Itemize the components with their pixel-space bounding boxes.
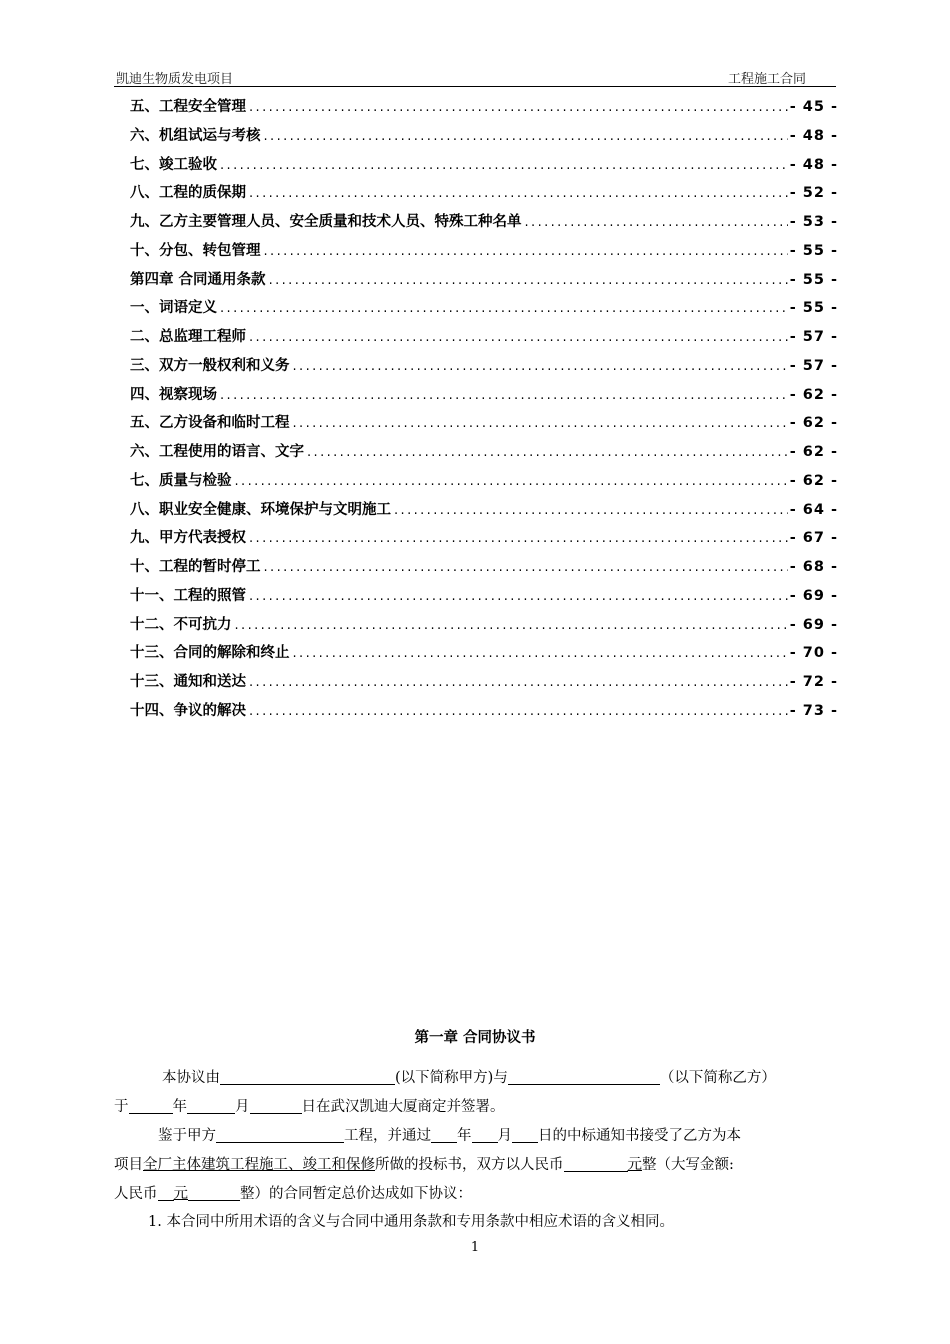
page-header <box>114 64 836 87</box>
toc-leader-dots <box>293 353 788 381</box>
toc-entry[interactable] <box>130 524 838 553</box>
toc-entry-title: 七、质量与检验 <box>130 472 232 489</box>
toc-entry[interactable] <box>130 639 838 668</box>
toc-leader-dots <box>269 267 788 295</box>
year-blank <box>129 1097 173 1114</box>
day-blank <box>250 1097 302 1114</box>
toc-leader-dots <box>220 295 788 323</box>
toc-entry-title: 十二、不可抗力 <box>130 616 232 633</box>
toc-entry[interactable] <box>130 294 838 323</box>
toc-entry-page: - 48 - <box>789 127 838 144</box>
text-fragment: 整（大写金额: <box>642 1157 734 1173</box>
text-fragment: 本协议由 <box>162 1070 220 1086</box>
toc-entry[interactable] <box>130 467 838 496</box>
toc-entry[interactable] <box>130 697 838 726</box>
toc-entry-title: 八、职业安全健康、环境保护与文明施工 <box>130 501 391 518</box>
toc-entry-page: - 57 - <box>789 329 838 345</box>
text-fragment: （以下简称乙方） <box>659 1070 776 1086</box>
party-b-blank <box>508 1068 660 1085</box>
paragraph-amount <box>114 1183 836 1205</box>
award-month-blank <box>472 1126 498 1143</box>
text-fragment: 所做的投标书，双方以人民币 <box>375 1157 564 1173</box>
toc-leader-dots <box>307 439 788 467</box>
toc-entry[interactable] <box>130 438 838 467</box>
toc-entry-title: 九、甲方代表授权 <box>130 530 246 547</box>
toc-entry-title: 四、视察现场 <box>130 386 217 403</box>
toc-entry-title: 九、乙方主要管理人员、安全质量和技术人员、特殊工种名单 <box>130 214 522 230</box>
toc-entry-title: 二、总监理工程师 <box>130 329 246 345</box>
text-fragment: 年 <box>457 1128 472 1144</box>
toc-leader-dots <box>249 180 788 208</box>
toc-entry-title: 十四、争议的解决 <box>130 702 246 719</box>
toc-entry[interactable] <box>130 266 838 295</box>
toc-entry-title: 一、词语定义 <box>130 300 217 317</box>
toc-entry[interactable] <box>130 553 838 582</box>
toc-entry-page: - 69 - <box>789 616 838 633</box>
toc-entry-page: - 48 - <box>789 156 838 173</box>
toc-entry-page: - 73 - <box>789 702 838 719</box>
text-fragment: 月 <box>235 1099 250 1115</box>
toc-entry[interactable] <box>130 381 838 410</box>
table-of-contents <box>130 93 838 726</box>
text-fragment: 元 <box>173 1186 188 1202</box>
toc-leader-dots <box>394 497 788 525</box>
toc-entry-title: 三、双方一般权利和义务 <box>130 357 290 374</box>
text-fragment: (以下简称甲方)与 <box>395 1070 508 1086</box>
toc-entry-page: - 62 - <box>789 472 838 489</box>
toc-entry-page: - 52 - <box>789 185 838 202</box>
toc-leader-dots <box>249 583 788 611</box>
toc-entry-page: - 57 - <box>789 357 838 374</box>
toc-entry-page: - 53 - <box>789 214 838 230</box>
toc-entry-title: 七、竣工验收 <box>130 156 217 173</box>
toc-leader-dots <box>235 612 788 640</box>
toc-entry-page: - 67 - <box>789 530 838 547</box>
scope-of-work: 全厂主体建筑工程施工、竣工和保修 <box>143 1157 375 1173</box>
toc-entry-page: - 62 - <box>789 415 838 432</box>
toc-entry[interactable] <box>130 496 838 525</box>
header-document-type: 工程施工合同 <box>727 72 806 87</box>
toc-leader-dots <box>525 209 788 237</box>
amount-words-blank <box>158 1184 174 1201</box>
toc-leader-dots <box>293 640 788 668</box>
toc-entry-page: - 55 - <box>789 300 838 317</box>
toc-entry-page: - 55 - <box>789 271 838 288</box>
toc-leader-dots <box>264 238 788 266</box>
toc-entry-title: 十三、通知和送达 <box>130 674 246 690</box>
text-fragment: 年 <box>172 1099 187 1115</box>
amount-words-blank-2 <box>188 1184 240 1201</box>
text-fragment: 整）的合同暂定总价达成如下协议： <box>240 1186 472 1202</box>
toc-leader-dots <box>220 382 788 410</box>
toc-entry[interactable] <box>130 668 838 697</box>
toc-entry-title: 六、工程使用的语言、文字 <box>130 444 304 460</box>
paragraph-whereas <box>114 1125 836 1147</box>
toc-entry-title: 五、乙方设备和临时工程 <box>130 415 290 432</box>
toc-entry-page: - 45 - <box>789 99 838 115</box>
text-fragment: 1. 本合同中所用术语的含义与合同中通用条款和专用条款中相应术语的含义相同。 <box>148 1214 674 1230</box>
toc-entry[interactable] <box>130 93 838 122</box>
toc-entry[interactable] <box>130 151 838 180</box>
toc-entry-title: 八、工程的质保期 <box>130 185 246 202</box>
text-fragment: 日的中标通知书接受了乙方为本 <box>538 1128 741 1144</box>
toc-leader-dots <box>264 554 788 582</box>
toc-entry-title: 五、工程安全管理 <box>130 99 246 115</box>
toc-entry-title: 第四章 合同通用条款 <box>130 271 266 288</box>
toc-entry[interactable] <box>130 208 838 237</box>
header-project-name: 凯迪生物质发电项目 <box>116 72 234 87</box>
text-fragment: 人民币 <box>114 1186 158 1202</box>
toc-entry-page: - 70 - <box>789 645 838 662</box>
toc-leader-dots <box>264 123 788 151</box>
award-day-blank <box>512 1126 538 1143</box>
toc-entry-page: - 62 - <box>789 386 838 403</box>
text-fragment: 元 <box>627 1157 642 1173</box>
toc-entry[interactable] <box>130 179 838 208</box>
award-year-blank <box>431 1126 457 1143</box>
toc-entry[interactable] <box>130 122 838 151</box>
toc-entry-page: - 72 - <box>789 674 838 690</box>
chapter-title: 第一章 合同协议书 <box>414 1030 536 1046</box>
paragraph-signing-date <box>114 1096 836 1118</box>
toc-leader-dots <box>249 698 788 726</box>
toc-entry-page: - 69 - <box>789 587 838 604</box>
toc-entry-title: 十三、合同的解除和终止 <box>130 645 290 662</box>
toc-leader-dots <box>249 324 788 352</box>
toc-entry-title: 十一、工程的照管 <box>130 587 246 604</box>
party-a-blank <box>220 1068 395 1085</box>
agreement-item-1 <box>114 1211 836 1233</box>
toc-leader-dots <box>249 669 788 697</box>
toc-leader-dots <box>235 468 788 496</box>
toc-leader-dots <box>293 410 788 438</box>
toc-leader-dots <box>249 94 788 122</box>
text-fragment: 于 <box>114 1099 129 1115</box>
toc-entry-page: - 68 - <box>789 559 838 575</box>
text-fragment: 日在武汉凯迪大厦商定并签署。 <box>301 1099 505 1115</box>
paragraph-parties <box>114 1067 836 1089</box>
toc-entry[interactable] <box>130 323 838 352</box>
toc-entry[interactable] <box>130 409 838 438</box>
toc-entry-title: 十、工程的暂时停工 <box>130 559 261 575</box>
amount-blank <box>564 1155 628 1172</box>
toc-entry-page: - 64 - <box>789 501 838 518</box>
page-number: 1 <box>470 1240 480 1255</box>
project-name-blank <box>216 1126 344 1143</box>
toc-entry-page: - 55 - <box>789 242 838 259</box>
text-fragment: 鉴于甲方 <box>158 1128 216 1144</box>
toc-entry-title: 六、机组试运与考核 <box>130 127 261 144</box>
toc-leader-dots <box>249 525 788 553</box>
text-fragment: 月 <box>497 1128 512 1144</box>
text-fragment: 项目 <box>114 1157 143 1173</box>
toc-entry[interactable] <box>130 352 838 381</box>
paragraph-scope <box>114 1154 836 1176</box>
toc-entry[interactable] <box>130 237 838 266</box>
toc-entry-title: 十、分包、转包管理 <box>130 242 261 259</box>
toc-entry[interactable] <box>130 611 838 640</box>
toc-entry-page: - 62 - <box>789 444 838 460</box>
text-fragment: 工程，并通过 <box>344 1128 431 1144</box>
toc-leader-dots <box>220 152 788 180</box>
toc-entry[interactable] <box>130 582 838 611</box>
month-blank <box>187 1097 235 1114</box>
